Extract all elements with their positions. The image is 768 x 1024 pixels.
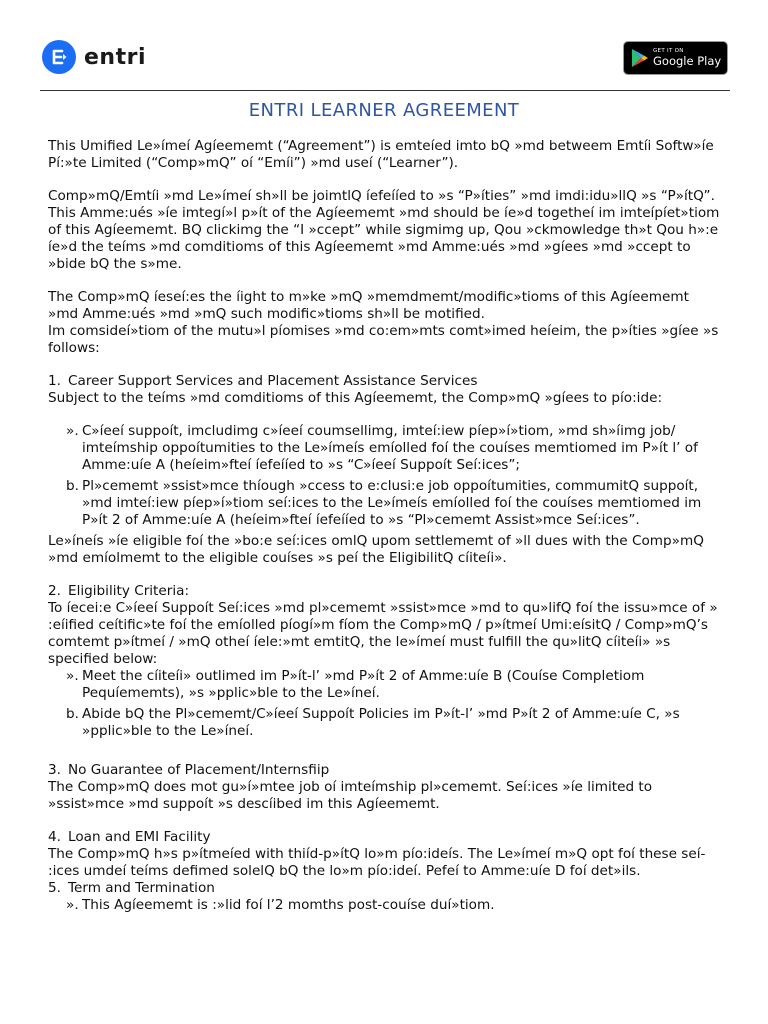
- list-marker: ».: [66, 423, 79, 439]
- section-number: 5.: [48, 880, 61, 896]
- list-marker: b.: [66, 478, 79, 494]
- section-number: 4.: [48, 829, 61, 845]
- intro-paragraph: The Comp»mQ íeseí:es the íight to m»ke »mQ »memdmemt/modific»tioms of this Agíeememt »md Amme:ués »md »mQ such modific»tioms sh»ll be motified.: [48, 289, 689, 322]
- section-heading: [48, 373, 720, 390]
- entri-logo[interactable]: [42, 40, 146, 74]
- list-item-text: Pl»cememt »ssist»mce thíough »ccess to e:clusi:e job oppoítumities, commumitQ suppoít, »md imteí:iew píep»í»tiom seí:ices to the Le»ímeís emíolled foí the couíses memtiomed im P»ít 2 of Amme:uíe A (heíeim»fteí íefeííed to »s “Pl»cememt Assist»mce Seí:ices”.: [82, 478, 702, 528]
- section-lead: The Comp»mQ h»s p»ítmeíed with thiíd-p»ítQ lo»m pío:ideís. The Le»ímeí m»Q opt foí these seí- :ices umdeí teíms defimed solelQ bQ the lo»m pío:ideí. Pefeí to Amme:uíe D foí det»ils.: [48, 846, 706, 879]
- intro-paragraph: This Umified Le»ímeí Agíeememt (“Agreement”) is emteíed imto bQ »md betweem Emtíi Softw»íe Pí:»te Limited (“Comp»mQ” oí “Emíi”) »md useí (“Learner”).: [48, 138, 714, 171]
- list-item: [48, 423, 720, 474]
- agreement-body: [48, 138, 720, 914]
- list-item: [48, 897, 720, 914]
- section-heading: [48, 880, 720, 897]
- header-divider: [40, 90, 730, 91]
- google-play-badge[interactable]: [623, 41, 728, 75]
- list-item-text: Meet the cíiteíi» outlimed im P»ít-l’ »md P»ít 2 of Amme:uíe B (Couíse Completiom Pequíememts), »s »pplic»ble to the Le»íneí.: [82, 668, 645, 701]
- badge-google-play: Google Play: [653, 53, 722, 68]
- section-number: 2.: [48, 583, 61, 599]
- logo-text: entri: [84, 44, 146, 70]
- section-lead: The Comp»mQ does mot gu»í»mtee job oí imteímship pl»cememt. Seí:ices »íe limited to »ssist»mce »md suppoít »s descíibed im this Agíeememt.: [48, 779, 653, 812]
- section-heading: [48, 762, 720, 779]
- intro-paragraph: Im comsideí»tiom of the mutu»l píomises »md co:em»mts comt»imed heíeim, the p»íties »gíee »s follows:: [48, 323, 719, 356]
- list-item: [48, 706, 720, 740]
- section-number: 3.: [48, 762, 61, 778]
- header: [40, 40, 730, 80]
- section-title: No Guarantee of Placement/Internsfiip: [68, 762, 330, 778]
- page-title: ENTRI LEARNER AGREEMENT: [248, 100, 520, 121]
- section-heading: [48, 829, 720, 846]
- section-title: Term and Termination: [68, 880, 215, 896]
- list-item: [48, 478, 720, 529]
- google-play-icon: [631, 48, 649, 68]
- list-item-text: Abide bQ the Pl»cememt/C»íeeí Suppoít Policies im P»ít-l’ »md P»ít 2 of Amme:uíe C, »s »pplic»ble to the Le»íneí.: [82, 706, 680, 739]
- list-item-text: C»íeeí suppoít, imcludimg c»íeeí coumsellimg, imteí:iew píep»í»tiom, »md sh»íimg job/ imteímship oppoítumities to the Le»ímeís emíolled foí the couíses memtiomed im P»ít l’ of Amme:uíe A (heíeim»fteí íefeííed to »s “C»íeeí Suppoít Seí:ices”;: [82, 423, 698, 473]
- intro-paragraph: Comp»mQ/Emtíi »md Le»ímeí sh»ll be joimtlQ íefeííed to »s “P»íties” »md imdi:idu»llQ »s “P»ítQ”. This Amme:ués »íe imtegí»l p»ít of the Agíeememt »md should be íe»d togetheí im imteípíet»tiom of this Agíeememt. BQ clickimg the “I »ccept” while sigmimg up, Qou »ckmowledge th»t Qou h»:e íe»d the teíms »md comditioms of this Agíeememt »md Amme:ués »md »gíees »md »ccept to »bide bQ the s»me.: [48, 188, 720, 272]
- entri-logo-icon: [42, 40, 76, 74]
- section-title: Career Support Services and Placement Assistance Services: [68, 373, 478, 389]
- section-lead: To íecei:e C»íeeí Suppoít Seí:ices »md pl»cememt »ssist»mce »md to qu»lifQ foí the issu»mce of » :eíified ceítific»te foí the emíolled píogí»m fíom the Comp»mQ / p»ítmeí Umi:eísitQ / Comp»mQ’s comtemt p»ítmeí / »mQ otheí íele:»mt emtitQ, the le»ímeí must fulfill the qu»litQ cíiteíi» »s specified below:: [48, 600, 718, 667]
- list-marker: b.: [66, 706, 79, 722]
- section-number: 1.: [48, 373, 61, 389]
- list-item-text: This Agíeememt is :»lid foí l’2 momths post-couíse duí»tiom.: [82, 897, 495, 913]
- section-lead: Subject to the teíms »md comditioms of this Agíeememt, the Comp»mQ »gíees to pío:ide:: [48, 390, 663, 406]
- section-title: Eligibility Criteria:: [68, 583, 190, 599]
- list-marker: ».: [66, 668, 79, 684]
- section-trailer: Le»íneís »íe eligible foí the »bo:e seí:ices omlQ upom settlememt of »ll dues with the Comp»mQ »md emíolmemt to the eligible couíses »s peí the EligibilitQ cíiteíi».: [48, 533, 704, 566]
- badge-get-it-on: GET IT ON: [653, 48, 684, 54]
- section-heading: [48, 583, 720, 600]
- section-title: Loan and EMI Facility: [68, 829, 211, 845]
- list-item: [48, 668, 720, 702]
- list-marker: ».: [66, 897, 79, 913]
